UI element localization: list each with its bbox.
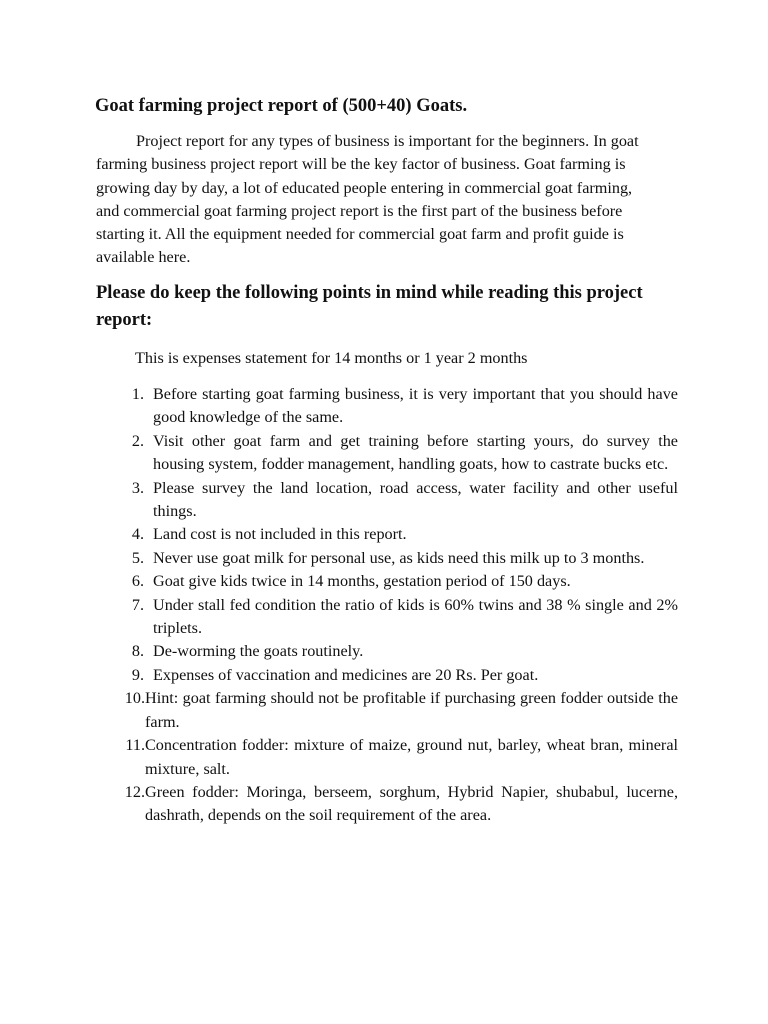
list-item [96, 570, 678, 593]
list-item-number: 3. [131, 478, 144, 497]
list-item-text: Green fodder: Moringa, berseem, sorghum, Hybrid Napier, shubabul, lucerne, dashrath, depends on the soil requirement of the area. [145, 782, 678, 825]
list-item-number: 7. [131, 595, 144, 614]
list-item-text: Visit other goat farm and get training before starting yours, do survey the housing system, fodder management, handling goats, how to castrate bucks etc. [153, 431, 678, 474]
list-item-text: Expenses of vaccination and medicines are 20 Rs. Per goat. [153, 665, 539, 684]
expenses-statement: This is expenses statement for 14 months or 1 year 2 months [135, 349, 528, 367]
list-item-text: Concentration fodder: mixture of maize, ground nut, barley, wheat bran, mineral mixture, salt. [145, 736, 678, 778]
list-item [96, 781, 678, 828]
list-item [96, 547, 678, 570]
list-item-number: 9. [131, 665, 144, 684]
list-item-number: 10. [124, 689, 145, 708]
list-item-text: Land cost is not included in this report. [153, 525, 407, 544]
list-item-number: 11. [125, 736, 145, 755]
document-title: Goat farming project report of (500+40) Goats. [95, 96, 468, 116]
list-item-number: 6. [131, 572, 144, 591]
list-item-text: Before starting goat farming business, it is very important that you should have good knowledge of the same. [153, 385, 678, 427]
list-item [96, 477, 678, 524]
list-item-text: Hint: goat farming should not be profitable if purchasing green fodder outside the farm. [145, 689, 678, 731]
points-heading: Please do keep the following points in mind while reading this project report: [96, 283, 643, 330]
list-item [96, 594, 678, 641]
list-item-text: Please survey the land location, road access, water facility and other useful things. [153, 478, 678, 521]
list-item [96, 687, 678, 734]
list-item [96, 664, 678, 687]
points-list [96, 383, 678, 828]
list-item-text: De-worming the goats routinely. [153, 642, 364, 661]
list-item [96, 383, 678, 430]
list-item-number: 5. [131, 548, 144, 567]
list-item-number: 8. [131, 642, 144, 661]
list-item-text: Goat give kids twice in 14 months, gestation period of 150 days. [153, 572, 571, 591]
list-item-number: 1. [131, 385, 144, 403]
list-item-number: 4. [131, 525, 144, 544]
list-item [96, 430, 678, 477]
list-item [96, 640, 678, 663]
intro-paragraph: Project report for any types of business is important for the beginners. In goat farming business project report will be the key factor of business. Goat farming is growing day by day, a lot of educated people entering in commercial goat farming, and commercial goat farming project report is the first part of the business before starting it. All the equipment needed for commercial goat farm and profit guide is available here. [96, 132, 639, 267]
list-item [96, 734, 678, 781]
list-item [96, 523, 678, 546]
list-item-number: 12. [124, 782, 145, 801]
list-item-text: Never use goat milk for personal use, as kids need this milk up to 3 months. [153, 548, 645, 567]
list-item-text: Under stall fed condition the ratio of kids is 60% twins and 38 % single and 2% triplets. [153, 595, 678, 638]
list-item-number: 2. [131, 431, 144, 450]
